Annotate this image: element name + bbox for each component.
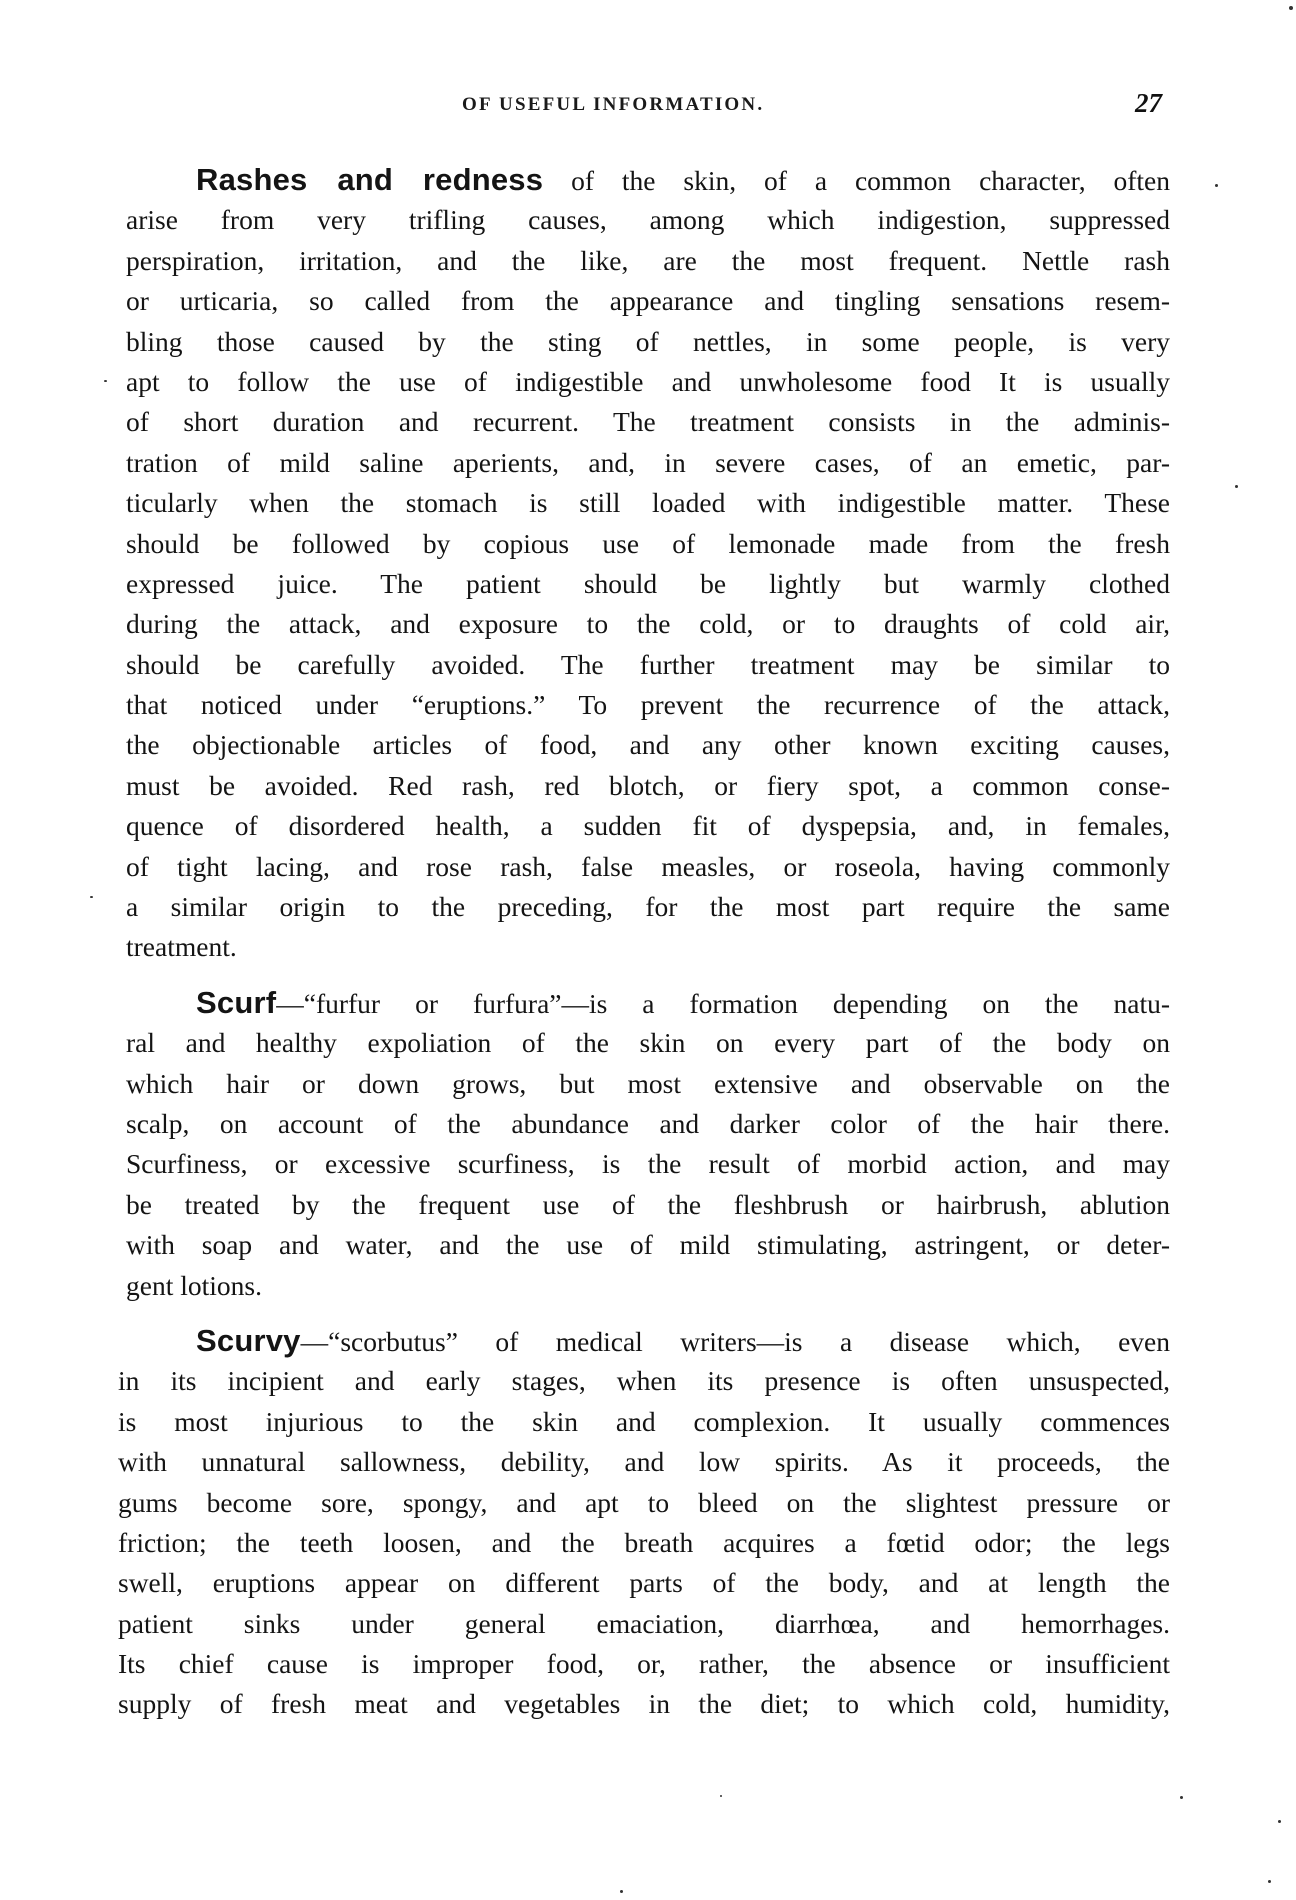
text-line: arise from very trifling causes, among which indigestion, suppressed <box>126 204 1170 236</box>
scan-speck <box>90 896 93 898</box>
text-line: should be followed by copious use of lemonade made from the fresh <box>126 527 1170 559</box>
paragraph-heading: Scurvy <box>196 1322 301 1358</box>
text-line: scalp, on account of the abundance and darker color of the hair there. <box>126 1107 1170 1139</box>
text-line: with soap and water, and the use of mild stimulating, astringent, or deter- <box>126 1229 1170 1261</box>
scan-speck <box>1278 1820 1281 1823</box>
text-line: that noticed under “eruptions.” To prevent the recurrence of the attack, <box>126 689 1170 721</box>
text-line: a similar origin to the preceding, for the most part require the same <box>126 891 1170 923</box>
text-line: the objectionable articles of food, and any other known exciting causes, <box>126 729 1170 761</box>
scan-speck <box>1215 184 1218 187</box>
body-text <box>118 160 1170 1731</box>
text-line: treatment. <box>126 931 237 963</box>
text-line: ral and healthy expoliation of the skin on every part of the body on <box>126 1027 1170 1059</box>
text-line: or urticaria, so called from the appearance and tingling sensations resem- <box>126 285 1170 317</box>
text-line: Scurf—“furfur or furfura”—is a formation depending on the natu- <box>196 984 1170 1020</box>
scan-speck <box>1289 6 1293 10</box>
text-line: of tight lacing, and rose rash, false measles, or roseola, having commonly <box>126 850 1170 882</box>
text-line: gent lotions. <box>126 1269 262 1301</box>
text-line: which hair or down grows, but most extensive and observable on the <box>126 1067 1170 1099</box>
paragraph-rashes <box>126 160 1170 968</box>
text-line: be treated by the frequent use of the fleshbrush or hairbrush, ablution <box>126 1188 1170 1220</box>
running-title: OF USEFUL INFORMATION. <box>462 94 765 115</box>
text-line: Scurfiness, or excessive scurfiness, is the result of morbid action, and may <box>126 1148 1170 1180</box>
text-line: quence of disordered health, a sudden fit of dyspepsia, and, in females, <box>126 810 1170 842</box>
running-head <box>0 88 1296 124</box>
text-line: ticularly when the stomach is still loaded with indigestible matter. These <box>126 487 1170 519</box>
paragraph-scurvy <box>118 1321 1170 1725</box>
text-line: friction; the teeth loosen, and the breath acquires a fœtid odor; the legs <box>118 1526 1170 1558</box>
scan-speck <box>1268 1880 1271 1883</box>
text-line: bling those caused by the sting of nettles, in some people, is very <box>126 325 1170 357</box>
text-line: of short duration and recurrent. The treatment consists in the adminis- <box>126 406 1170 438</box>
scan-speck <box>620 1890 623 1893</box>
text-line: tration of mild saline aperients, and, in severe cases, of an emetic, par- <box>126 446 1170 478</box>
scan-speck <box>720 1795 722 1797</box>
text-line: should be carefully avoided. The further treatment may be similar to <box>126 648 1170 680</box>
paragraph-heading: Scurf <box>196 984 277 1020</box>
scan-speck <box>1235 485 1238 488</box>
text-line: is most injurious to the skin and complexion. It usually commences <box>118 1405 1170 1437</box>
text-line: expressed juice. The patient should be lightly but warmly clothed <box>126 567 1170 599</box>
text-line: in its incipient and early stages, when its presence is often unsuspected, <box>118 1365 1170 1397</box>
text-line: swell, eruptions appear on different parts of the body, and at length the <box>118 1567 1170 1599</box>
scan-speck <box>104 380 107 382</box>
text-line: Scurvy—“scorbutus” of medical writers—is a disease which, even <box>196 1322 1170 1358</box>
text-line: gums become sore, spongy, and apt to bleed on the slightest pressure or <box>118 1486 1170 1518</box>
text-line: apt to follow the use of indigestible and unwholesome food It is usually <box>126 365 1170 397</box>
text-line: patient sinks under general emaciation, diarrhœa, and hemorrhages. <box>118 1607 1170 1639</box>
page-number: 27 <box>1135 88 1162 118</box>
text-line: must be avoided. Red rash, red blotch, or fiery spot, a common conse- <box>126 769 1170 801</box>
text-line: perspiration, irritation, and the like, are the most frequent. Nettle rash <box>126 244 1170 276</box>
text-line: during the attack, and exposure to the cold, or to draughts of cold air, <box>126 608 1170 640</box>
text-line: with unnatural sallowness, debility, and low spirits. As it proceeds, the <box>118 1446 1170 1478</box>
paragraph-heading: Rashes and redness <box>196 162 544 197</box>
text-line: Rashes and redness of the skin, of a common character, often <box>196 162 1170 197</box>
paragraph-scurf <box>126 983 1170 1306</box>
text-line: supply of fresh meat and vegetables in the diet; to which cold, humidity, <box>118 1688 1170 1720</box>
scan-speck <box>1180 1796 1183 1799</box>
text-line: Its chief cause is improper food, or, rather, the absence or insufficient <box>118 1648 1170 1680</box>
